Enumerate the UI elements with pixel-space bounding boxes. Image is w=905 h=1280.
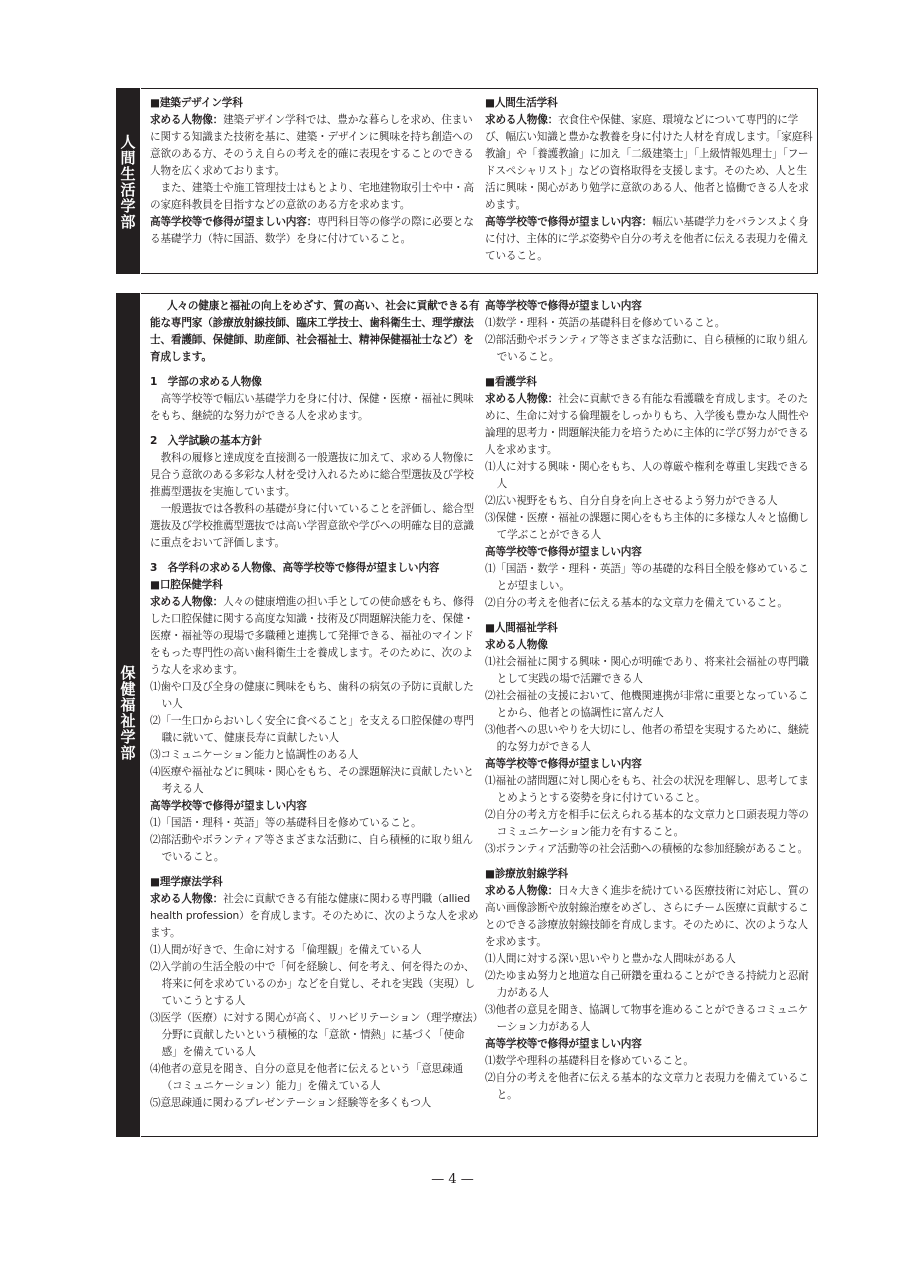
list-item: ⑶コミュニケーション能力と協調性のある人 [150, 749, 359, 761]
list-item: ⑵入学前の生活全般の中で「何を経験し、何を考え、何を得たのか、将来に何を求めているのか」などを自覚し、それを実践（実現）していこうとする人 [150, 961, 475, 1007]
section-heading: 3 各学科の求める人物像、高等学校等で修得が望ましい内容 [150, 562, 440, 574]
seek-heading: 求める人物像 [485, 639, 548, 651]
paragraph: 教科の履修と達成度を直接測る一般選抜に加えて、求める人物像に見合う意欲のある多彩な人材を受け入れるために総合型選抜及び学校推薦型選抜を実施しています。 [150, 452, 474, 498]
list-item: ⑴人間に対する深い思いやりと豊かな人間味がある人 [485, 953, 736, 965]
seek-paragraph: 求める人物像：社会に貢献できる有能な看護職を育成します。そのために、生命に対する倫理観をしっかりもち、入学後も豊かな人間性や論理的思考力・問題解決能力を培うために主体的に学び努力ができる人を求めます。 [485, 393, 809, 456]
hs-paragraph: 高等学校等で修得が望ましい内容：幅広い基礎学力をバランスよく身に付け、主体的に学ぶ姿勢や自分の考えを他者に伝える表現力を備えていること。 [485, 216, 809, 262]
list-item: ⑵部活動やボランティア等さまざまな活動に、自ら積極的に取り組んでいること。 [150, 834, 473, 863]
hs-heading: 高等学校等で修得が望ましい内容 [485, 546, 642, 558]
hs-paragraph: 高等学校等で修得が望ましい内容：専門科目等の修学の際に必要となる基礎学力（特に国語、数学）を身に付けていること。 [150, 216, 474, 245]
seek-paragraph: 求める人物像：衣食住や保健、家庭、環境などについて専門的に学び、幅広い知識と豊かな教養を身に付けた人材を育成します。「家庭科教諭」や「養護教諭」に加え「二級建築士」「上級情報処理士」「フードスペシャリスト」などの資格取得を支援します。そのため、人と生活に興味・関心があり勉学に意欲のある人、他者と協働できる人を求めます。 [485, 114, 813, 211]
hs-heading: 高等学校等で修得が望ましい内容 [150, 800, 307, 812]
list-item: ⑴「国語・数学・理科・英語」等の基礎的な科目全般を修めていることが望ましい。 [485, 563, 809, 592]
list-item: ⑵社会福祉の支援において、他機関連携が非常に重要となっていることから、他者との協調性に富んだ人 [485, 690, 809, 719]
section-heading: 1 学部の求める人物像 [150, 376, 262, 388]
list-item: ⑴社会福祉に関する興味・関心が明確であり、将来社会福祉の専門職として実践の場で活躍できる人 [485, 656, 809, 685]
hs-heading: 高等学校等で修得が望ましい内容 [485, 758, 642, 770]
list-item: ⑶医学（医療）に対する関心が高く、リハビリテーション（理学療法）分野に貢献したいという積極的な「意欲・情熱」に基づく「使命感」を備えている人 [150, 1012, 478, 1058]
faculty-tab [116, 88, 140, 274]
seek-paragraph: 求める人物像：日々大きく進歩を続けている医療技術に対応し、質の高い画像診断や放射線治療をめざし、さらにチーム医療に貢献することのできる診療放射線技師を育成します。そのために、次のような人を求めます。 [485, 885, 809, 948]
list-item: ⑴人間が好きで、生命に対する「倫理観」を備えている人 [150, 944, 422, 956]
list-item: ⑴「国語・理科・英語」等の基礎科目を修めていること。 [150, 817, 422, 829]
dept-title: ■看護学科 [485, 376, 537, 388]
list-item: ⑶保健・医療・福祉の課題に関心をもち主体的に多様な人々と協働して学ぶことができる人 [485, 512, 809, 541]
list-item: ⑴人に対する興味・関心をもち、人の尊厳や権利を尊重し実践できる人 [485, 461, 809, 490]
list-item: ⑴福祉の諸問題に対し関心をもち、社会の状況を理解し、思考してまとめようとする姿勢を身に付けていること。 [485, 775, 809, 804]
list-item: ⑶ボランティア活動等の社会活動への積極的な参加経験があること。 [485, 843, 808, 855]
list-item: ⑷他者の意見を聞き、自分の意見を他者に伝えるという「意思疎通（コミュニケーション）能力」を備えている人 [150, 1063, 463, 1092]
dept-human-life [485, 95, 813, 265]
seek-paragraph: 求める人物像：人々の健康増進の担い手としての使命感をもち、修得した口腔保健に関する高度な知識・技術及び問題解決能力を、保健・医療・福祉等の現場で多職種と連携して発揮できる、福祉のマインドをもった専門性の高い歯科衛生士を養成します。そのために、次のような人を求めます。 [150, 596, 474, 676]
dept-title: ■人間生活学科 [485, 97, 558, 109]
list-item: ⑵たゆまぬ努力と地道な自己研鑽を重ねることができる持続力と忍耐力がある人 [485, 970, 809, 999]
page-number: — 4 — [431, 1172, 474, 1187]
seek-paragraph: 求める人物像：建築デザイン学科では、豊かな暮らしを求め、住まいに関する知識また技術を基に、建築・デザインに興味を持ち創造への意欲のある方、そのうえ自らの考えを的確に表現をすることのできる人物を広く求めております。 [150, 114, 474, 177]
list-item: ⑶他者への思いやりを大切にし、他者の希望を実現するために、継続的な努力ができる人 [485, 724, 809, 753]
dept-title: ■口腔保健学科 [150, 579, 223, 591]
faculty-tab-label: 人間生活学部 [120, 133, 136, 231]
faculty-tab [116, 293, 140, 1137]
list-item: ⑸意思疎通に関わるプレゼンテーション経験等を多くもつ人 [150, 1097, 432, 1109]
dept-title: ■理学療法学科 [150, 876, 223, 888]
list-item: ⑴歯や口及び全身の健康に興味をもち、歯科の病気の予防に貢献したい人 [150, 681, 474, 710]
paragraph: 高等学校等で幅広い基礎学力を身に付け、保健・医療・福祉に興味をもち、継続的な努力ができる人を求めます。 [150, 393, 474, 422]
dept-title: ■人間福祉学科 [485, 622, 558, 634]
faculty-mission: 人々の健康と福祉の向上をめざす、質の高い、社会に貢献できる有能な専門家（診療放射線技師、臨床工学技士、歯科衛生士、理学療法士、看護師、保健師、助産師、社会福祉士、精神保健福祉士など）を育成します。 [150, 300, 480, 363]
dept-architecture-design [150, 95, 480, 248]
faculty-tab-label: 保健福祉学部 [120, 664, 136, 762]
section-health-welfare [116, 293, 818, 1137]
list-item: ⑵部活動やボランティア等さまざまな活動に、自ら積極的に取り組んでいること。 [485, 334, 808, 363]
section-heading: 2 入学試験の基本方針 [150, 435, 262, 447]
list-item: ⑷医療や福祉などに興味・関心をもち、その課題解決に貢献したいと考える人 [150, 766, 474, 795]
list-item: ⑴数学・理科・英語の基礎科目を修めていること。 [485, 317, 726, 329]
list-item: ⑵「一生口からおいしく安全に食べること」を支える口腔保健の専門職に就いて、健康長寿に貢献したい人 [150, 715, 474, 744]
paragraph: また、建築士や施工管理技士はもとより、宅地建物取引士や中・高の家庭科教員を目指すなどの意欲のある方を求めます。 [150, 182, 474, 211]
hs-heading: 高等学校等で修得が望ましい内容 [485, 1038, 642, 1050]
section-human-life [116, 88, 818, 274]
paragraph: 一般選抜では各教科の基礎が身に付いていることを評価し、総合型選抜及び学校推薦型選抜では高い学習意欲や学びへの明確な目的意識に重点をおいて評価します。 [150, 503, 474, 549]
list-item: ⑶他者の意見を聞き、協調して物事を進めることができるコミュニケーション力がある人 [485, 1004, 809, 1033]
dept-title: ■診療放射線学科 [485, 868, 568, 880]
hs-heading: 高等学校等で修得が望ましい内容 [485, 300, 642, 312]
seek-paragraph: 求める人物像：社会に貢献できる有能な健康に関わる専門職（allied health profession）を育成します。そのために、次のような人を求めます。 [150, 893, 479, 939]
list-item: ⑴数学や理科の基礎科目を修めていること。 [485, 1055, 694, 1067]
right-column [485, 298, 813, 1104]
list-item: ⑵広い視野をもち、自分自身を向上させるよう努力ができる人 [485, 495, 778, 507]
list-item: ⑵自分の考えを他者に伝える基本的な文章力を備えていること。 [485, 597, 788, 609]
dept-title: ■建築デザイン学科 [150, 97, 243, 109]
list-item: ⑵自分の考えを他者に伝える基本的な文章力と表現力を備えていること。 [485, 1072, 809, 1101]
list-item: ⑵自分の考え方を相手に伝えられる基本的な文章力と口頭表現力等のコミュニケーション能力を有すること。 [485, 809, 809, 838]
left-column [150, 298, 480, 1112]
